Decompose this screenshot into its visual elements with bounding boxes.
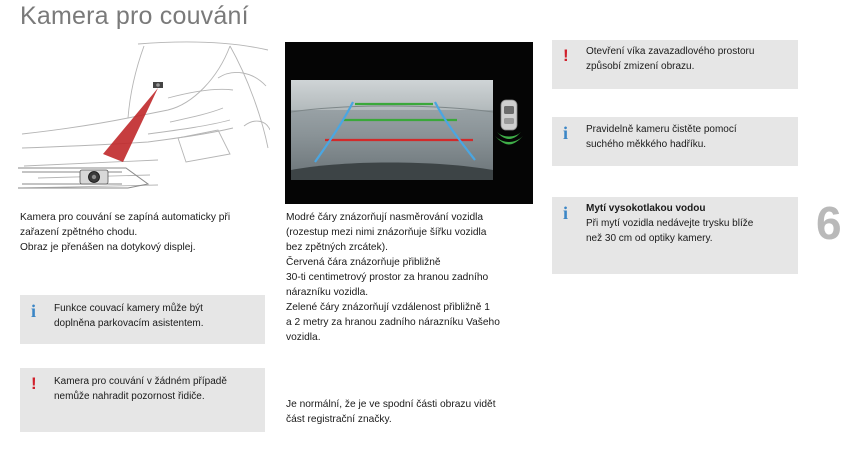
intro-text-line: Obraz je přenášen na dotykový displej. bbox=[20, 242, 196, 253]
info-box-heading: Mytí vysokotlakou vodou bbox=[586, 203, 706, 214]
info-box-high-pressure-wash bbox=[552, 197, 798, 274]
explanation-line: a 2 metry za hranou zadního nárazníku Vašeho bbox=[286, 317, 500, 328]
info-box-text: než 30 cm od optiky kamery. bbox=[586, 233, 713, 244]
info-box-text: Pravidelně kameru čistěte pomocí bbox=[586, 124, 737, 135]
chapter-number: 6 bbox=[816, 197, 842, 249]
explanation-line: nárazníku vozidla. bbox=[286, 287, 369, 298]
intro-text-line: zařazení zpětného chodu. bbox=[20, 227, 138, 238]
info-icon: i bbox=[563, 123, 569, 143]
explanation-line: Modré čáry znázorňují nasměrování vozidla bbox=[286, 212, 484, 223]
info-box-text: doplněna parkovacím asistentem. bbox=[54, 318, 204, 329]
warning-icon: ! bbox=[31, 374, 37, 393]
note-line: část registrační značky. bbox=[286, 414, 392, 425]
info-icon: i bbox=[31, 301, 37, 321]
info-box-cleaning bbox=[552, 117, 798, 166]
page-title: Kamera pro couvání bbox=[20, 2, 249, 30]
info-box-parking-assist bbox=[20, 295, 265, 344]
warning-box-text: nemůže nahradit pozornost řidiče. bbox=[54, 391, 205, 402]
warning-box-text: způsobí zmizení obrazu. bbox=[586, 61, 695, 72]
explanation-line: (rozestup mezi nimi znázorňuje šířku vozidla bbox=[286, 227, 487, 238]
info-icon: i bbox=[563, 203, 569, 223]
explanation-line: Zelené čáry znázorňují vzdálenost přibližně 1 bbox=[286, 302, 490, 313]
intro-text-line: Kamera pro couvání se zapíná automaticky při bbox=[20, 212, 231, 223]
explanation-line: Červená čára znázorňuje přibližně bbox=[286, 257, 441, 268]
reversing-camera-screen bbox=[285, 42, 533, 204]
warning-icon: ! bbox=[563, 46, 569, 65]
camera-lens-icon bbox=[80, 170, 108, 184]
explanation-line: 30-ti centimetrový prostor za hranou zadního bbox=[286, 272, 489, 283]
note-line: Je normální, že je ve spodní části obrazu vidět bbox=[286, 399, 496, 410]
info-box-text: Při mytí vozidla nedávejte trysku blíže bbox=[586, 218, 754, 229]
warning-box-driver-attention bbox=[20, 368, 265, 432]
explanation-line: bez zpětných zrcátek). bbox=[286, 242, 388, 253]
car-rear-camera-illustration bbox=[18, 38, 270, 198]
warning-box-trunk bbox=[552, 40, 798, 89]
warning-box-text: Kamera pro couvání v žádném případě bbox=[54, 376, 227, 387]
info-box-text: Funkce couvací kamery může být bbox=[54, 303, 203, 314]
warning-box-text: Otevření víka zavazadlového prostoru bbox=[586, 46, 755, 57]
info-box-text: suchého měkkého hadříku. bbox=[586, 139, 707, 150]
explanation-line: vozidla. bbox=[286, 332, 321, 343]
